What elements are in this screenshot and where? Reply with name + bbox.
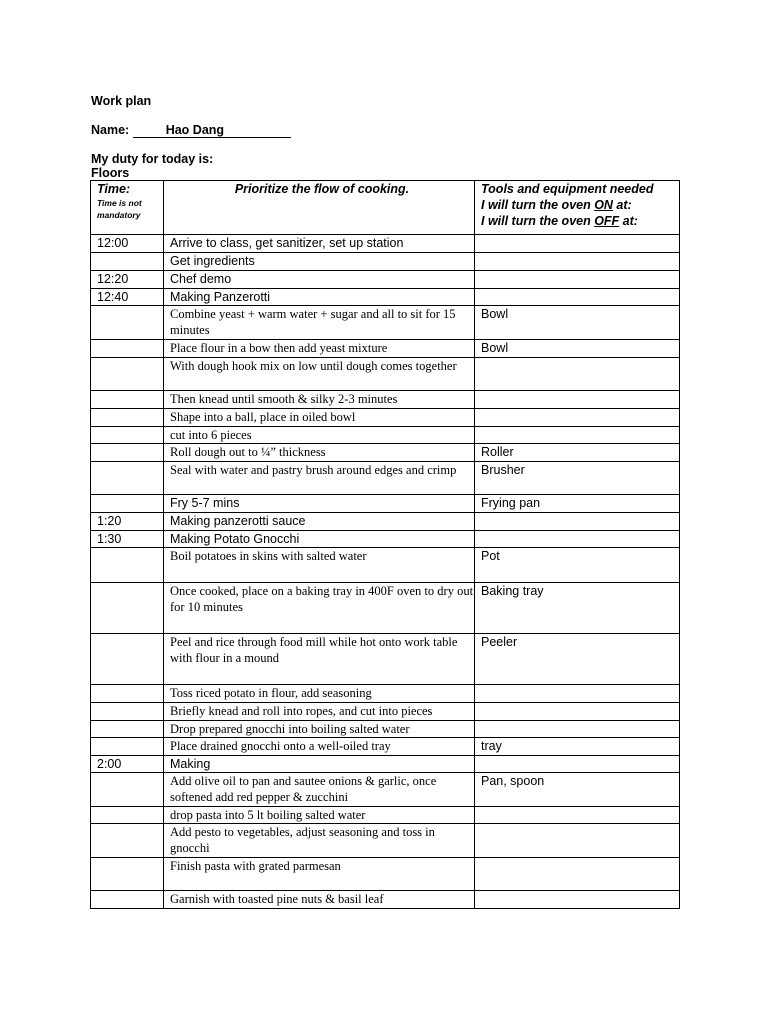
- oven-off-prefix: I will turn the oven: [481, 214, 595, 228]
- table-row: [91, 634, 680, 685]
- tool-cell: [475, 756, 680, 773]
- time-cell: 12:40: [91, 289, 164, 306]
- table-row: [91, 444, 680, 462]
- time-cell: [91, 409, 164, 427]
- oven-on-suffix: at:: [612, 198, 632, 212]
- tool-cell: [475, 427, 680, 444]
- table-row: [91, 858, 680, 891]
- duty-value: Floors: [91, 166, 561, 181]
- tool-cell: [475, 253, 680, 271]
- tool-cell: Roller: [475, 444, 680, 462]
- duty-line: [91, 152, 681, 181]
- tool-cell: Peeler: [475, 634, 680, 685]
- time-cell: [91, 462, 164, 495]
- table-row: [91, 235, 680, 253]
- time-cell: [91, 891, 164, 909]
- tool-cell: [475, 391, 680, 409]
- table-row: [91, 721, 680, 738]
- time-cell: [91, 583, 164, 634]
- time-header-label: Time:: [97, 182, 131, 196]
- table-row: [91, 495, 680, 513]
- tool-cell: Bowl: [475, 340, 680, 358]
- task-cell: Add pesto to vegetables, adjust seasoning and toss in gnocchi: [164, 824, 475, 858]
- table-row: [91, 756, 680, 773]
- task-cell: Fry 5-7 mins: [164, 495, 475, 513]
- page-title: Work plan: [91, 94, 152, 108]
- task-cell: Making Panzerotti: [164, 289, 475, 306]
- time-cell: [91, 824, 164, 858]
- oven-off-line: [481, 213, 679, 229]
- tools-header-label: Tools and equipment needed: [481, 182, 654, 196]
- oven-on-prefix: I will turn the oven: [481, 198, 595, 212]
- table-row: [91, 891, 680, 909]
- time-cell: [91, 444, 164, 462]
- tool-cell: [475, 358, 680, 391]
- oven-off-suffix: at:: [619, 214, 638, 228]
- table-row: [91, 824, 680, 858]
- task-cell: With dough hook mix on low until dough comes together: [164, 358, 475, 391]
- tool-cell: [475, 289, 680, 306]
- task-cell: Briefly knead and roll into ropes, and cut into pieces: [164, 703, 475, 721]
- table-row: [91, 773, 680, 807]
- table-row: [91, 358, 680, 391]
- time-header: [91, 181, 164, 235]
- task-cell: Making panzerotti sauce: [164, 513, 475, 531]
- task-cell: Then knead until smooth & silky 2-3 minutes: [164, 391, 475, 409]
- oven-off-word: OFF: [594, 214, 620, 228]
- tool-cell: [475, 824, 680, 858]
- time-cell: [91, 721, 164, 738]
- time-cell: [91, 253, 164, 271]
- name-value: Hao Dang: [133, 123, 291, 138]
- time-cell: [91, 703, 164, 721]
- tool-cell: Frying pan: [475, 495, 680, 513]
- table-row: [91, 685, 680, 703]
- time-cell: [91, 807, 164, 824]
- table-row: [91, 531, 680, 548]
- task-cell: Toss riced potato in flour, add seasoning: [164, 685, 475, 703]
- time-header-note: Time is not mandatory: [97, 198, 142, 220]
- oven-on-line: [481, 197, 679, 213]
- task-cell: Peel and rice through food mill while hot onto work table with flour in a mound: [164, 634, 475, 685]
- tool-cell: [475, 703, 680, 721]
- time-cell: 1:30: [91, 531, 164, 548]
- task-cell: Get ingredients: [164, 253, 475, 271]
- time-cell: [91, 685, 164, 703]
- tool-cell: [475, 409, 680, 427]
- tool-cell: Brusher: [475, 462, 680, 495]
- work-plan-table: [90, 180, 680, 909]
- table-row: [91, 548, 680, 583]
- tool-cell: [475, 235, 680, 253]
- task-cell: Place drained gnocchi onto a well-oiled tray: [164, 738, 475, 756]
- tool-cell: [475, 807, 680, 824]
- task-cell: Shape into a ball, place in oiled bowl: [164, 409, 475, 427]
- table-row: [91, 427, 680, 444]
- time-cell: [91, 858, 164, 891]
- table-row: [91, 340, 680, 358]
- time-cell: [91, 306, 164, 340]
- time-cell: [91, 340, 164, 358]
- task-cell: Once cooked, place on a baking tray in 400F oven to dry out for 10 minutes: [164, 583, 475, 634]
- table-row: [91, 738, 680, 756]
- table-row: [91, 807, 680, 824]
- tool-cell: [475, 271, 680, 289]
- time-cell: [91, 358, 164, 391]
- table-row: [91, 462, 680, 495]
- time-cell: 1:20: [91, 513, 164, 531]
- tools-header: [475, 181, 680, 235]
- tool-cell: Baking tray: [475, 583, 680, 634]
- table-header-row: [91, 181, 680, 235]
- table-row: [91, 409, 680, 427]
- task-cell: Combine yeast + warm water + sugar and all to sit for 15 minutes: [164, 306, 475, 340]
- duty-label: My duty for today is:: [91, 152, 214, 166]
- time-cell: [91, 391, 164, 409]
- task-cell: Arrive to class, get sanitizer, set up station: [164, 235, 475, 253]
- name-label: Name:: [91, 123, 130, 137]
- tool-cell: Pan, spoon: [475, 773, 680, 807]
- time-cell: 2:00: [91, 756, 164, 773]
- task-cell: Drop prepared gnocchi into boiling salted water: [164, 721, 475, 738]
- tool-cell: [475, 891, 680, 909]
- task-cell: Add olive oil to pan and sautee onions & garlic, once softened add red pepper & zucchini: [164, 773, 475, 807]
- task-cell: Seal with water and pastry brush around edges and crimp: [164, 462, 475, 495]
- time-cell: [91, 634, 164, 685]
- table-row: [91, 583, 680, 634]
- task-cell: cut into 6 pieces: [164, 427, 475, 444]
- tool-cell: [475, 721, 680, 738]
- table-row: [91, 289, 680, 306]
- time-cell: 12:20: [91, 271, 164, 289]
- table-row: [91, 271, 680, 289]
- time-cell: [91, 495, 164, 513]
- table-row: [91, 306, 680, 340]
- tool-cell: [475, 685, 680, 703]
- table-row: [91, 513, 680, 531]
- task-cell: Boil potatoes in skins with salted water: [164, 548, 475, 583]
- time-cell: [91, 738, 164, 756]
- task-cell: Roll dough out to ¼” thickness: [164, 444, 475, 462]
- task-cell: Chef demo: [164, 271, 475, 289]
- tool-cell: [475, 858, 680, 891]
- oven-on-word: ON: [594, 198, 613, 212]
- tool-cell: [475, 531, 680, 548]
- time-cell: [91, 773, 164, 807]
- table-row: [91, 703, 680, 721]
- task-cell: Finish pasta with grated parmesan: [164, 858, 475, 891]
- task-cell: Place flour in a bow then add yeast mixture: [164, 340, 475, 358]
- tool-cell: Pot: [475, 548, 680, 583]
- task-cell: drop pasta into 5 lt boiling salted water: [164, 807, 475, 824]
- table-row: [91, 253, 680, 271]
- tool-cell: Bowl: [475, 306, 680, 340]
- name-line: [91, 123, 291, 138]
- table-row: [91, 391, 680, 409]
- tool-cell: tray: [475, 738, 680, 756]
- flow-header: Prioritize the flow of cooking.: [164, 181, 475, 235]
- task-cell: Making: [164, 756, 475, 773]
- time-cell: [91, 548, 164, 583]
- time-cell: 12:00: [91, 235, 164, 253]
- task-cell: Garnish with toasted pine nuts & basil leaf: [164, 891, 475, 909]
- time-cell: [91, 427, 164, 444]
- tool-cell: [475, 513, 680, 531]
- task-cell: Making Potato Gnocchi: [164, 531, 475, 548]
